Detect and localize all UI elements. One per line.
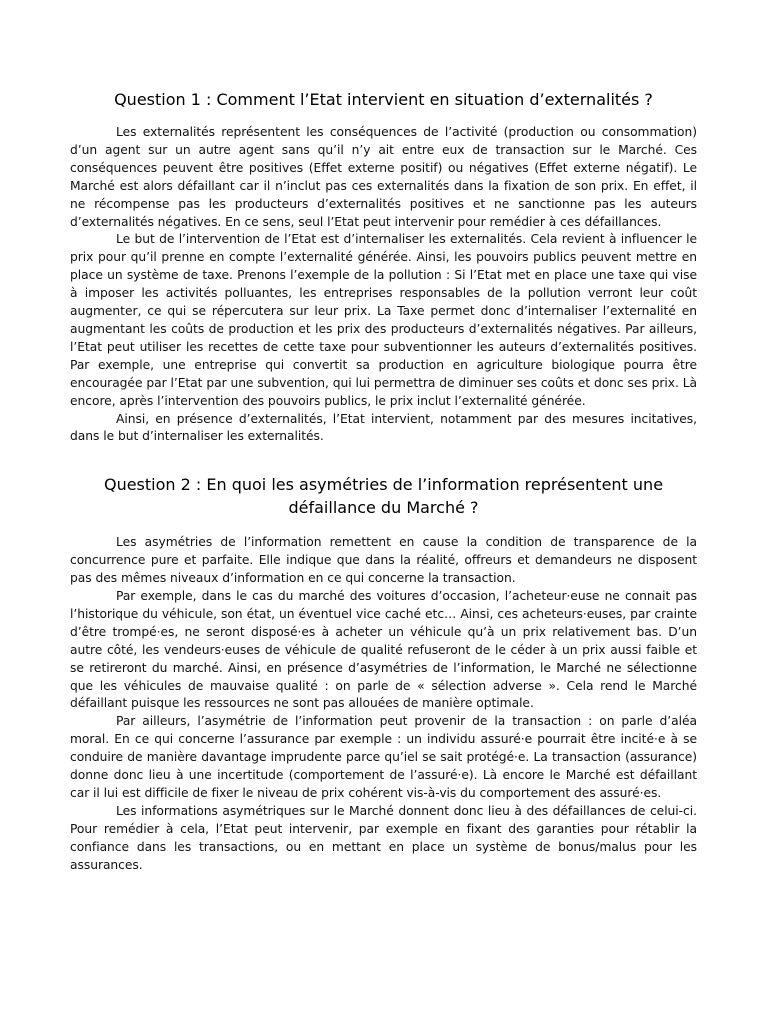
question-2-title: Question 2 : En quoi les asymétries de l’information représentent une défaillance du Marché ?: [103, 475, 664, 518]
question-2-paragraph: Par ailleurs, l’asymétrie de l’information peut provenir de la transaction : on parle d’aléa moral. En ce qui concerne l’assurance par exemple : un individu assuré·e pourrait être incité·e à se conduire de manière davantage imprudente parce qu’iel se sait protégé·e. La transaction (assurance) donne donc lieu à une incertitude (comportement de l’assuré·e). Là encore le Marché est défaillant car il lui est difficile de fixer le niveau de prix cohérent vis-à-vis du comportement des assuré·es.: [70, 714, 697, 800]
question-2-paragraph: Par exemple, dans le cas du marché des voitures d’occasion, l’acheteur·euse ne connait pas l’historique du véhicule, son état, un éventuel vice caché etc… Ainsi, ces acheteurs·euses, par crainte d’être trompé·es, ne seront disposé·es à acheter un véhicule qu’à un prix relativement bas. D’un autre côté, les vendeurs·euses de véhicule de qualité refuseront de le céder à un prix aussi faible et se retireront du marché. Ainsi, en présence d’asymétries de l’information, le Marché ne sélectionne que les véhicules de mauvaise qualité : on parle de « sélection adverse ». Cela rend le Marché défaillant puisque les ressources ne sont pas allouées de manière optimale.: [70, 589, 697, 711]
question-1-paragraph: Le but de l’intervention de l’Etat est d’internaliser les externalités. Cela revient à influencer le prix pour qu’il prenne en compte l’externalité générée. Ainsi, les pouvoirs publics peuvent mettre en place un système de taxe. Prenons l’exemple de la pollution : Si l’Etat met en place une taxe qui vise à imposer les activités polluantes, les entreprises responsables de la pollution verront leur coût augmenter, ce qui se répercutera sur leur prix. La Taxe permet donc d’internaliser l’externalité en augmentant les coûts de production et les prix des producteurs d’externalités négatives. Par ailleurs, l’Etat peut utiliser les recettes de cette taxe pour subventionner les auteurs d’externalités positives. Par exemple, une entreprise qui convertit sa production en agriculture biologique pourra être encouragée par l’Etat par une subvention, qui lui permettra de diminuer ses coûts et donc ses prix. Là encore, après l’intervention des pouvoirs publics, le prix inclut l’externalité générée.: [70, 232, 697, 408]
question-2-section: [70, 473, 697, 874]
question-1-paragraph: Ainsi, en présence d’externalités, l’Etat intervient, notamment par des mesures incitatives, dans le but d’internaliser les externalités.: [70, 411, 697, 444]
question-1-paragraph: Les externalités représentent les conséquences de l’activité (production ou consommation) d’un agent sur un autre agent sans qu’il n’y ait entre eux de transaction sur le Marché. Ces conséquences peuvent être positives (Effet externe positif) ou négatives (Effet externe négatif). Le Marché est alors défaillant car il n’inclut pas ces externalités dans la fixation de son prix. En effet, il ne récompense pas les producteurs d’externalités positives et ne sanctionne pas les auteurs d’externalités négatives. En ce sens, seul l’Etat peut intervenir pour remédier à ces défaillances.: [70, 125, 697, 229]
question-1-title: Question 1 : Comment l’Etat intervient en situation d’externalités ?: [114, 90, 653, 109]
question-2-paragraph: Les informations asymétriques sur le Marché donnent donc lieu à des défaillances de celui-ci. Pour remédier à cela, l’Etat peut intervenir, par exemple en fixant des garanties pour rétablir la confiance dans les transactions, ou en mettant en place un système de bonus/malus pour les assurances.: [70, 803, 697, 872]
question-1-section: [70, 88, 697, 446]
question-2-paragraph: Les asymétries de l’information remettent en cause la condition de transparence de la concurrence pure et parfaite. Elle indique que dans la réalité, offreurs et demandeurs ne disposent pas des mêmes niveaux d’information en ce qui concerne la transaction.: [70, 535, 697, 586]
